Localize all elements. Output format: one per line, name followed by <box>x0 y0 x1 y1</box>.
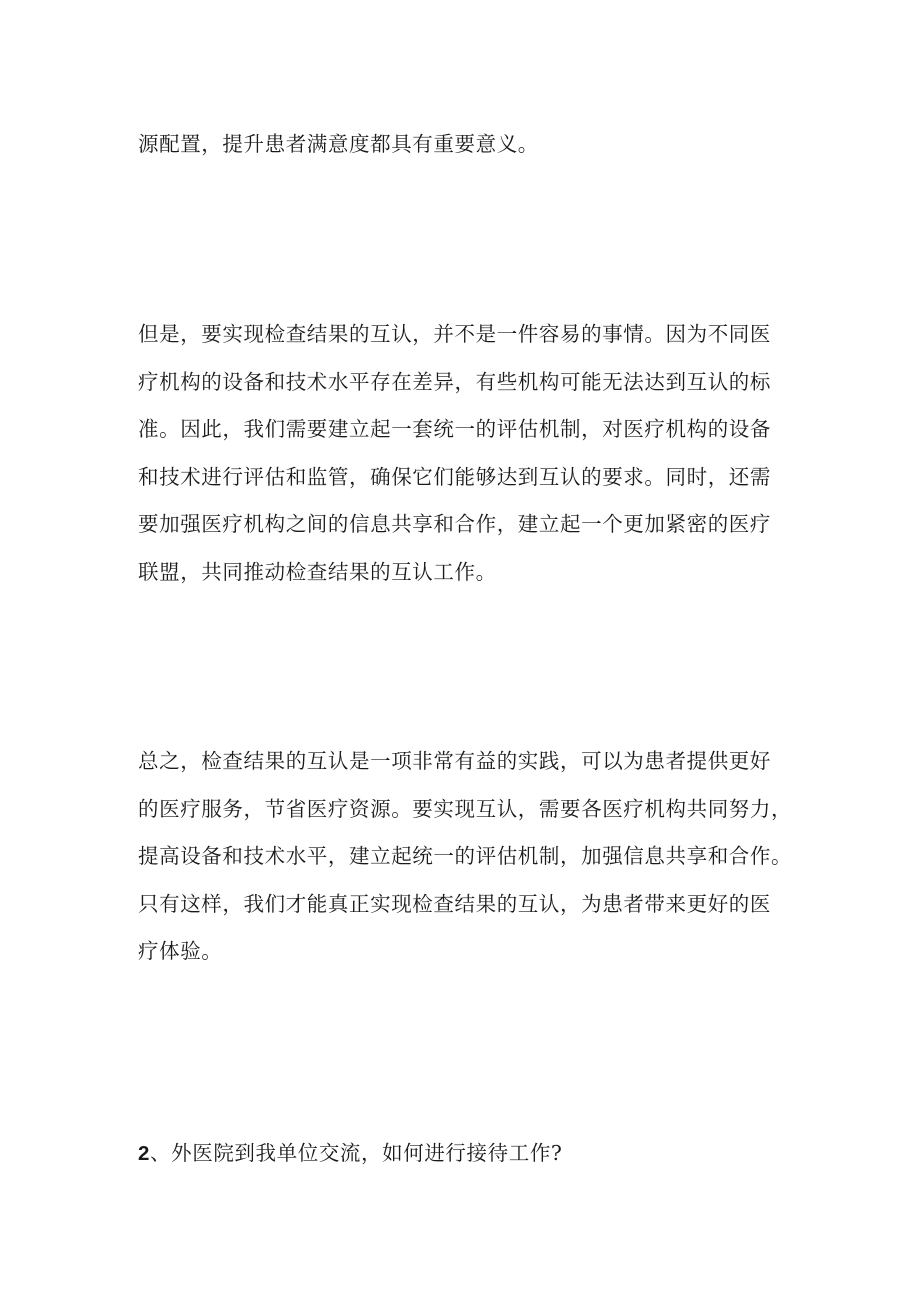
paragraph-line: 源配置，提升患者满意度都具有重要意义。 <box>138 132 539 156</box>
paragraph-2 <box>138 311 788 596</box>
question-text: 、外医院到我单位交流，如何进行接待工作? <box>150 1141 563 1165</box>
paragraph-1 <box>138 121 788 169</box>
paragraph-3 <box>138 738 793 976</box>
paragraph-line: 提高设备和技术水平，建立起统一的评估机制，加强信息共享和合作。 <box>138 844 793 868</box>
paragraph-line: 疗机构的设备和技术水平存在差异，有些机构可能无法达到互认的标 <box>138 369 771 394</box>
paragraph-line: 准。因此，我们需要建立起一套统一的评估机制，对医疗机构的设备 <box>138 417 771 441</box>
paragraph-line: 的医疗服务，节省医疗资源。要实现互认，需要各医疗机构共同努力， <box>138 796 793 821</box>
paragraph-line: 疗体验。 <box>138 939 223 963</box>
paragraph-line: 和技术进行评估和监管，确保它们能够达到互认的要求。同时，还需 <box>138 464 771 489</box>
question-heading <box>138 1130 788 1178</box>
paragraph-line: 总之，检查结果的互认是一项非常有益的实践，可以为患者提供更好 <box>138 749 771 773</box>
paragraph-line: 但是，要实现检查结果的互认，并不是一件容易的事情。因为不同医 <box>138 322 771 346</box>
paragraph-line: 要加强医疗机构之间的信息共享和合作，建立起一个更加紧密的医疗 <box>138 512 771 536</box>
question-line <box>138 1130 788 1178</box>
question-number: 2 <box>138 1142 151 1165</box>
paragraph-line: 联盟，共同推动检查结果的互认工作。 <box>138 559 497 584</box>
paragraph-line: 只有这样，我们才能真正实现检查结果的互认，为患者带来更好的医 <box>138 891 771 916</box>
